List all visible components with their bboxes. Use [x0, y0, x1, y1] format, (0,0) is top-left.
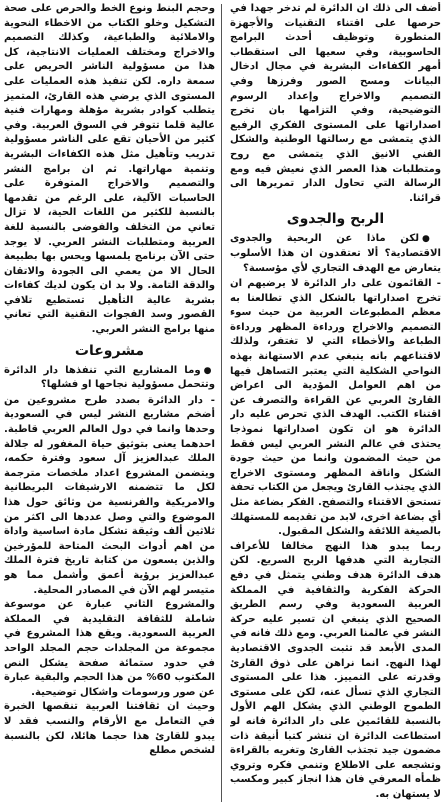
column-divider [221, 4, 222, 802]
heading-profit-feasibility: الربح والجدوى [286, 211, 385, 228]
question-text: وما المشاريع التي تنفذها دار الدائرة وتتحمل مسؤولية نجاحها او فشلها؟ [4, 364, 215, 391]
interview-question-projects [4, 364, 215, 393]
bullet-icon: ● [422, 234, 441, 245]
heading-projects: مشروعات [74, 342, 145, 359]
right-column [230, 2, 441, 806]
left-paragraph-3: والمشروع الثاني عبارة عن موسوعة شاملة للثقافة التقليدية في المملكة العربية السعودية. ويقع هذا المشروع في مجموعة من المجلدات حجم المجلد الواحد في حدود ستمائة صفحة يشكل النص المكتوب 60% من هذا الحجم والبقية عبارة عن صور ورسومات واشكال توضيحية. [4, 599, 215, 698]
bullet-icon: ● [203, 365, 215, 376]
right-paragraph-1: أضف الى ذلك ان الدائرة لم تدخر جهدا في حرصها على اقتناء التقنيات والأجهزة المتطورة وتوظيف أحدث البرامج الحاسوبية، وفي سعيها الى استقطاب أمهر الكفاءات البشرية في مجال ادخال البيانات ومسح الصور وفرزها وفي التصميم والاخراج وإعداد الرسوم التوضيحية، وفي التزامها بان تخرج اصداراتها على المستوى الفكري الرفيع الذي يتمشى مع رسالتها الوطنية والشكل الفني الانيق الذي يتمشى مع روح ومتطلبات هذا العصر الذي نعيش فيه ومع الرسالة التي تحاول الدار تمريرها الى قرائنا. [230, 3, 441, 204]
right-paragraph-2: - القائمون على دار الدائرة لا يرضيهم ان تخرج اصداراتها بالشكل الذي تطالعنا به معظم المطبوعات العربية من حيث سوء التصميم والاخراج ورداءة المظهر ورداءة الطباعة والأخطاء التي لا تغتفر، ولذلك لاقتناعهم بانه ينبغي عدم الاستهانة بهذه النواحي الشكلية التي يعتبر التساهل فيها من اهم العوامل المؤدية الى اعراض القارئ العربي عن القراءة والتصرف عن اقتناء الكتب. الهدف الذي تحرص عليه دار الدائرة هو ان تكون اصداراتها نموذجا يحتذى في عالم النشر العربي ليس فقط من حيث المضمون وانما من حيث جودة الشكل واناقة المظهر ومستوى الاخراج الذي يجتذب القارئ ويجعل من الكتاب تحفة تستحق الاقتناء والتصفح. الفكر بضاعة مثل أي بضاعة اخرى، لابد من تقديمه للمستهلك بالصيغة اللائقة والشكل المقبول. [230, 278, 441, 538]
left-paragraph-4: وحيث ان ثقافتنا العربية تنقصها الخبرة في التعامل مع الأرقام والنسب فقد لا يبدو للقارئ هذا حجما هائلا، لكن بالنسبة لشخص مطلع [4, 701, 215, 757]
interview-question-profit [230, 232, 441, 276]
left-column [4, 2, 215, 806]
question-text: لكن ماذا عن الربحية والجدوى الاقتصادية؟ ألا تعتقدون ان هذا الأسلوب يتعارض مع الهدف التجاري لأي مؤسسة؟ [230, 233, 441, 274]
right-paragraph-3: ربما يبدو هذا النهج مخالفا للأعراف التجارية التي هدفها الربح السريع. لكن هدف الدائرة هدف وطني يتمثل في دفع الحركة الفكرية والثقافية في المملكة العربية السعودية وفي رسم الطريق الصحيح الذي ينبغي ان تسير عليه حركة النشر في عالمنا العربي. ومع ذلك فانه في المدى الأبعد قد تثبت الجدوى الاقتصادية لهذا النهج. انما نراهن على ذوق القارئ وقدرته على التمييز. هذا على المستوى التجاري الذي تسأل عنه، لكن على مستوى الطموح الوطني الذي يشكل الهم الأول بالنسبة للقائمين على دار الدائرة فانه لو استطاعت الدائرة ان تنشر كتبا أنيقة ذات مضمون جيد تجتذب القارئ وتغريه بالقراءة وتشجعه على الاطلاع وتنمي فكره وتروي ظمأه المعرفي فان هذا انجاز كبير ومكسب لا يستهان به. [230, 540, 441, 800]
left-paragraph-2: - دار الدائرة بصدد طرح مشروعين من أضخم مشاريع النشر ليس في السعودية وحدها وانما في دول العالم العربي قاطبة. احدهما يعنى بتوثيق حياة المغفور له جلالة الملك عبدالعزيز آل سعود وفترة حكمه، ويتضمن المشروع اعداد ملخصات مترجمة لكل ما تتضمنه الارشيفات البريطانية والامريكية والفرنسية من وثائق حول هذا الموضوع والتي وصل عددها الى اكثر من ثلاثين ألف وثيقة تشكل مادة اساسية واداة من اهم أدوات البحث المتاحة للمؤرخين والذين يسعون من كتابة تاريخ فترة الملك عبدالعزيز برؤية أعمق وأشمل مما هو متيسر لهم الآن في المصادر المحلية. [4, 394, 215, 596]
left-paragraph-1: وحجم البنط ونوع الخط والحرص على صحة التشكيل وخلو الكتاب من الاخطاء النحوية والاملائية والطباعية، وكذلك التصميم والاخراج ومختلف العمليات الانتاجية، كل هذا من مسؤولية الناشر الحريص على سمعة داره. لكن تنفيذ هذه العمليات على المستوى الذي يرضي هذه القارئ، المتميز يتطلب كوادر بشرية مؤهلة ومهارات فنية عالية قلما تتوفر في السوق العربية. وفي كثير من الأحيان تقع على الناشر مسؤولية تدريب وتأهيل مثل هذه الكفاءات البشرية وتنمية مهاراتها. ثم ان برامج النشر والتصميم والاخراج المتوفرة على الحاسبات الآلية، على الرغم من تقدمها بالنسبة للكثير من اللغات الحية، لا تزال تعاني من التخلف والفوضى بالنسبة للغة العربية ومتطلبات النشر العربي. لا يوجد حتى الآن برنامج يلمسها ويحس بها بطبيعة الحال الا من يعمي الى الجودة والاتقان والدقة التامة. ولا بد ان يكون لديك كفاءات بشرية عالية التأهيل تستطيع تلافي القصور وسد الفجوات التقنية التي تعاني منها برامج النشر العربي. [4, 3, 215, 336]
